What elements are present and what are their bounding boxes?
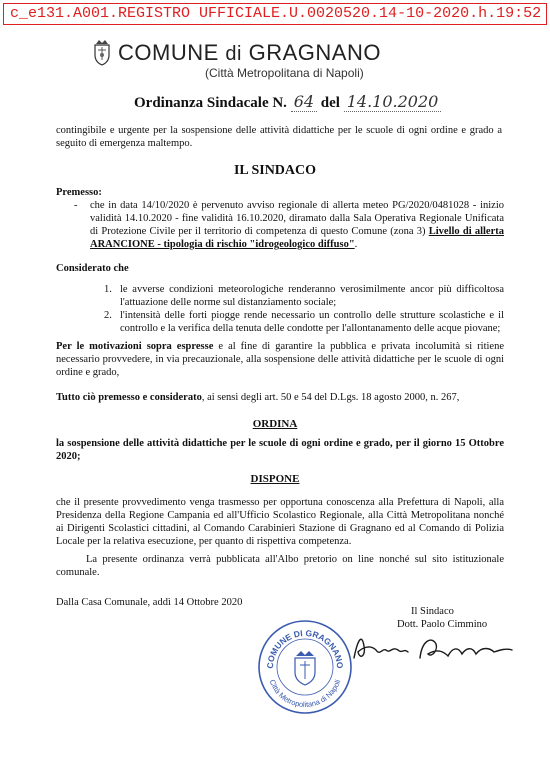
ordina-heading: ORDINA bbox=[252, 418, 298, 430]
municipal-crest-icon bbox=[92, 38, 112, 66]
premesso-considerato-text: , ai sensi degli art. 50 e 54 del D.Lgs. 18 agosto 2000, n. 267, bbox=[201, 392, 460, 403]
svg-text:COMUNE DI GRAGNANO: COMUNE DI GRAGNANO bbox=[264, 627, 346, 669]
comune-word: COMUNE bbox=[118, 40, 219, 65]
comune-title bbox=[118, 40, 381, 66]
place-date: Dalla Casa Comunale, addì 14 Ottobre 2020 bbox=[56, 597, 243, 608]
signature-name: Dott. Paolo Cimmino bbox=[397, 619, 488, 630]
handwritten-signature bbox=[348, 628, 518, 668]
premesso-considerato-paragraph bbox=[56, 391, 504, 404]
premesso-considerato-bold: Tutto ciò premesso e considerato bbox=[56, 392, 202, 403]
ordinance-subject: contingibile e urgente per la sospensione delle attività didattiche per le scuole di ogni ordine e grado a seguito di emergenza maltempo. bbox=[56, 125, 502, 149]
svg-text:Città Metropolitana di Napoli: Città Metropolitana di Napoli bbox=[267, 678, 343, 710]
premesso-label: Premesso: bbox=[56, 187, 102, 198]
registry-stamp: c_e131.A001.REGISTRO UFFICIALE.U.0020520.14-10-2020.h.19:52 bbox=[3, 3, 547, 25]
motivazioni-text: e al fine di garantire la pubblica e privata incolumità si ritiene necessario provvedere, in via precauzionale, alla sospensione delle attività didattiche per le scuole di ogni ordine e grado, bbox=[56, 341, 504, 378]
motivazioni-paragraph bbox=[56, 340, 504, 379]
ordina-text: la sospensione delle attività didattiche per le scuole di ogni ordine e grado, per il giorno 15 Ottobre 2020; bbox=[56, 438, 504, 462]
comune-subtitle: (Città Metropolitana di Napoli) bbox=[205, 66, 364, 80]
comune-name: GRAGNANO bbox=[248, 40, 381, 65]
ordinance-number: 64 bbox=[291, 92, 317, 112]
dispone-heading: DISPONE bbox=[250, 473, 300, 485]
ordinance-line bbox=[134, 92, 441, 112]
ordinance-prefix: Ordinanza Sindacale N. bbox=[134, 95, 287, 111]
considerato-item-2: l'intensità delle forti piogge rende necessario un controllo delle strutture scolastiche e il controllo e la verifica della tenuta delle condotte per l'allontanamento delle acque piovane; bbox=[120, 310, 504, 334]
sindaco-heading: IL SINDACO bbox=[233, 163, 317, 178]
premesso-dash: - bbox=[74, 200, 78, 211]
signature-role: Il Sindaco bbox=[411, 606, 454, 617]
premesso-end: . bbox=[354, 239, 358, 250]
publication-text: La presente ordinanza verrà pubblicata all'Albo pretorio on line nonché sul sito istituzionale comunale. bbox=[56, 554, 504, 578]
ordinance-del: del bbox=[320, 95, 340, 111]
premesso-text bbox=[90, 199, 504, 251]
motivazioni-bold: Per le motivazioni sopra espresse bbox=[56, 341, 214, 352]
considerato-label: Considerato che bbox=[56, 263, 129, 274]
alert-level-1: Livello di allerta bbox=[428, 226, 505, 237]
ordinance-date: 14.10.2020 bbox=[344, 92, 442, 112]
considerato-num-2: 2. bbox=[104, 310, 112, 321]
considerato-num-1: 1. bbox=[104, 284, 112, 295]
considerato-item-1: le avverse condizioni meteorologiche renderanno verosimilmente ancor più difficoltosa l'attuazione delle norme sul distanziamento sociale; bbox=[120, 284, 504, 308]
premesso-body: che in data 14/10/2020 è pervenuto avviso regionale di allerta meteo PG/2020/0481028 - inizio validità 14.10.2020 - fine validità 16.10.2020, diramato dalla Sala Operativa Regionale Unificata di Protezione Civile per il territorio di competenza di questo Comune (zona 3) bbox=[90, 200, 504, 237]
comune-di: di bbox=[225, 43, 242, 65]
dispone-text: che il presente provvedimento venga trasmesso per opportuna conoscenza alla Prefettura di Napoli, alla Presidenza della Regione Campania ed all'Ufficio Scolastico Regionale, alla Città Metropolitana nonché ai Dirigenti Scolastici cittadini, al Comando Carabinieri Stazione di Gragnano ed al Comando di Polizia Locale per la relativa esecuzione, per quanto di rispettiva competenza. bbox=[56, 497, 504, 547]
municipal-seal-stamp bbox=[256, 618, 354, 716]
alert-level-2: ARANCIONE - tipologia di rischio "idrogeologico diffuso" bbox=[90, 239, 355, 250]
